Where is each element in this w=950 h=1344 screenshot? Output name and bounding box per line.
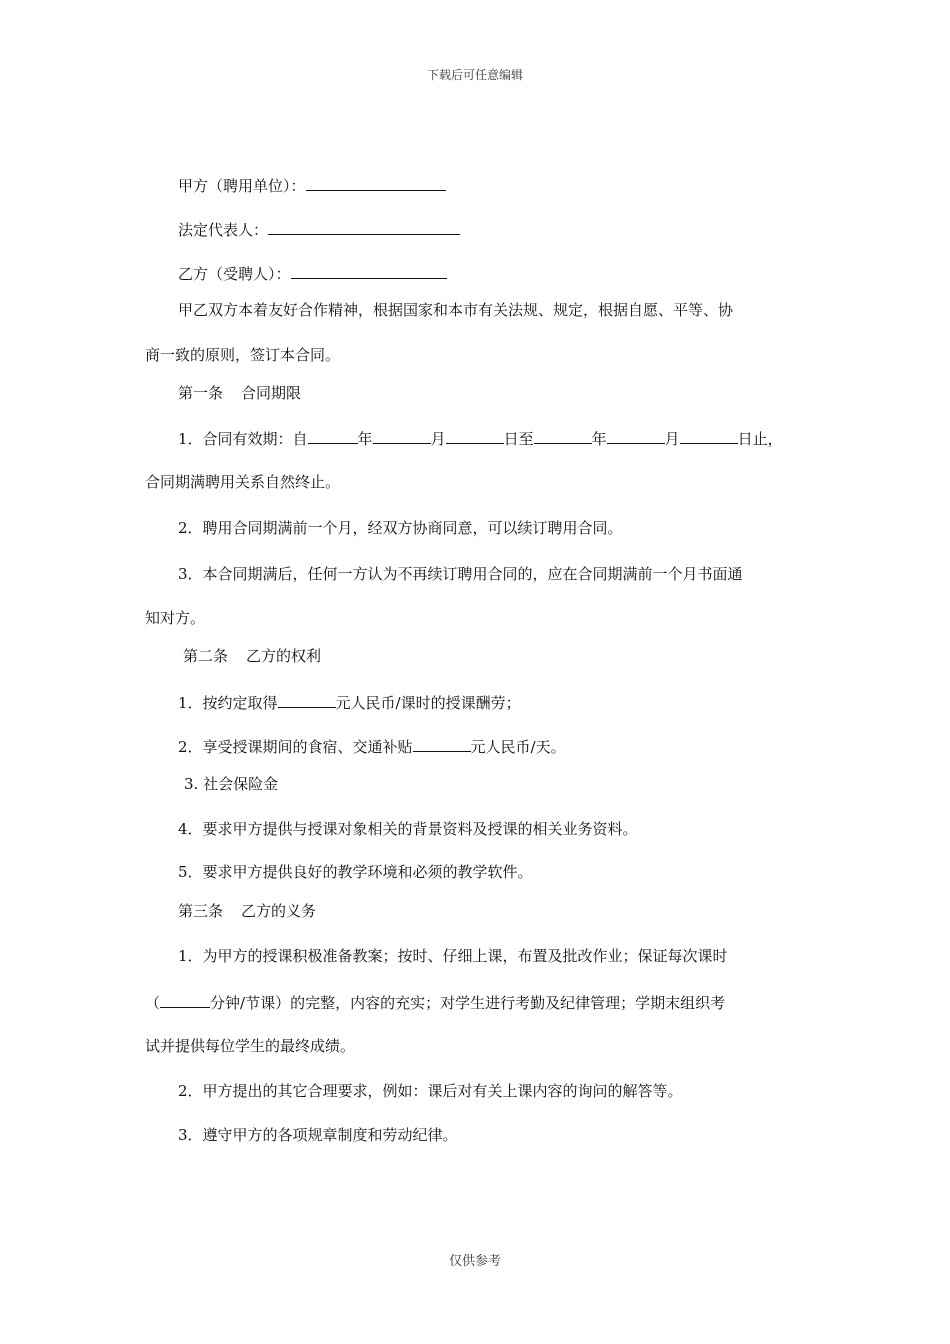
clause-text: 2．享受授课期间的食宿、交通补贴 — [178, 738, 413, 756]
article-2-clause-3: 3. 社会保险金 — [184, 775, 279, 793]
blank — [680, 427, 738, 444]
article-3-clause-3: 3．遵守甲方的各项规章制度和劳动纪律。 — [178, 1126, 458, 1144]
party-b-label: 乙方（受聘人）： — [178, 265, 291, 283]
blank — [446, 427, 504, 444]
clause-text: 年 — [591, 430, 607, 448]
article-3-number: 第三条 — [178, 902, 224, 920]
article-3-clause-1-line-2 — [145, 991, 725, 1013]
clause-text: 元人民币/天。 — [470, 738, 566, 756]
page-header: 下载后可任意编辑 — [426, 68, 523, 82]
clause-text: 分钟/节课）的完整，内容的充实；对学生进行考勤及纪律管理；学期末组织考 — [210, 994, 726, 1012]
blank — [534, 427, 592, 444]
article-2-clause-2 — [178, 735, 566, 757]
page-footer: 仅供参考 — [448, 1254, 501, 1269]
party-b-line — [178, 262, 447, 284]
article-3-heading — [178, 901, 316, 921]
article-1-clause-3-cont: 知对方。 — [145, 609, 206, 627]
blank — [607, 427, 665, 444]
article-1-clause-1 — [178, 427, 783, 449]
clause-text: 1．按约定取得 — [178, 694, 278, 712]
article-3-title: 乙方的义务 — [241, 902, 317, 920]
blank — [160, 991, 210, 1008]
clause-text: 日止， — [737, 430, 783, 448]
blank — [413, 735, 471, 752]
article-3-clause-1-line-3: 试并提供每位学生的最终成绩。 — [145, 1037, 356, 1055]
article-2-heading — [183, 646, 321, 666]
blank — [373, 427, 431, 444]
blank — [278, 691, 336, 708]
article-2-clause-1 — [178, 691, 521, 713]
clause-text: 月 — [664, 430, 680, 448]
legal-rep-blank — [268, 218, 460, 235]
article-1-title: 合同期限 — [241, 384, 302, 402]
clause-text: 1．合同有效期：自 — [178, 430, 308, 448]
article-2-clause-4: 4．要求甲方提供与授课对象相关的背景资料及授课的相关业务资料。 — [178, 820, 638, 838]
clause-text: 元人民币/课时的授课酬劳； — [335, 694, 521, 712]
article-1-heading — [178, 383, 301, 403]
article-1-clause-2: 2．聘用合同期满前一个月，经双方协商同意，可以续订聘用合同。 — [178, 519, 623, 537]
clause-text: 月 — [430, 430, 446, 448]
legal-rep-line — [178, 218, 460, 240]
blank — [308, 427, 358, 444]
intro-line-2: 商一致的原则，签订本合同。 — [145, 346, 341, 364]
article-2-number: 第二条 — [183, 647, 229, 665]
legal-rep-label: 法定代表人： — [178, 221, 269, 239]
article-2-clause-5: 5．要求甲方提供良好的教学环境和必须的教学软件。 — [178, 863, 533, 881]
party-a-label: 甲方（聘用单位）： — [178, 177, 306, 195]
article-1-clause-1-cont: 合同期满聘用关系自然终止。 — [145, 473, 341, 491]
party-a-blank — [306, 174, 446, 191]
article-1-number: 第一条 — [178, 384, 224, 402]
clause-text: （ — [145, 994, 161, 1012]
clause-text: 日至 — [503, 430, 534, 448]
article-3-clause-1: 1．为甲方的授课积极准备教案；按时、仔细上课，布置及批改作业；保证每次课时 — [178, 947, 728, 965]
party-a-line — [178, 174, 446, 196]
article-3-clause-2: 2．甲方提出的其它合理要求，例如：课后对有关上课内容的询问的解答等。 — [178, 1082, 683, 1100]
article-2-title: 乙方的权利 — [246, 647, 322, 665]
intro-line-1: 甲乙双方本着友好合作精神，根据国家和本市有关法规、规定，根据自愿、平等、协 — [178, 301, 734, 319]
party-b-blank — [291, 262, 447, 279]
clause-text: 年 — [357, 430, 373, 448]
article-1-clause-3: 3．本合同期满后，任何一方认为不再续订聘用合同的，应在合同期满前一个月书面通 — [178, 565, 743, 583]
